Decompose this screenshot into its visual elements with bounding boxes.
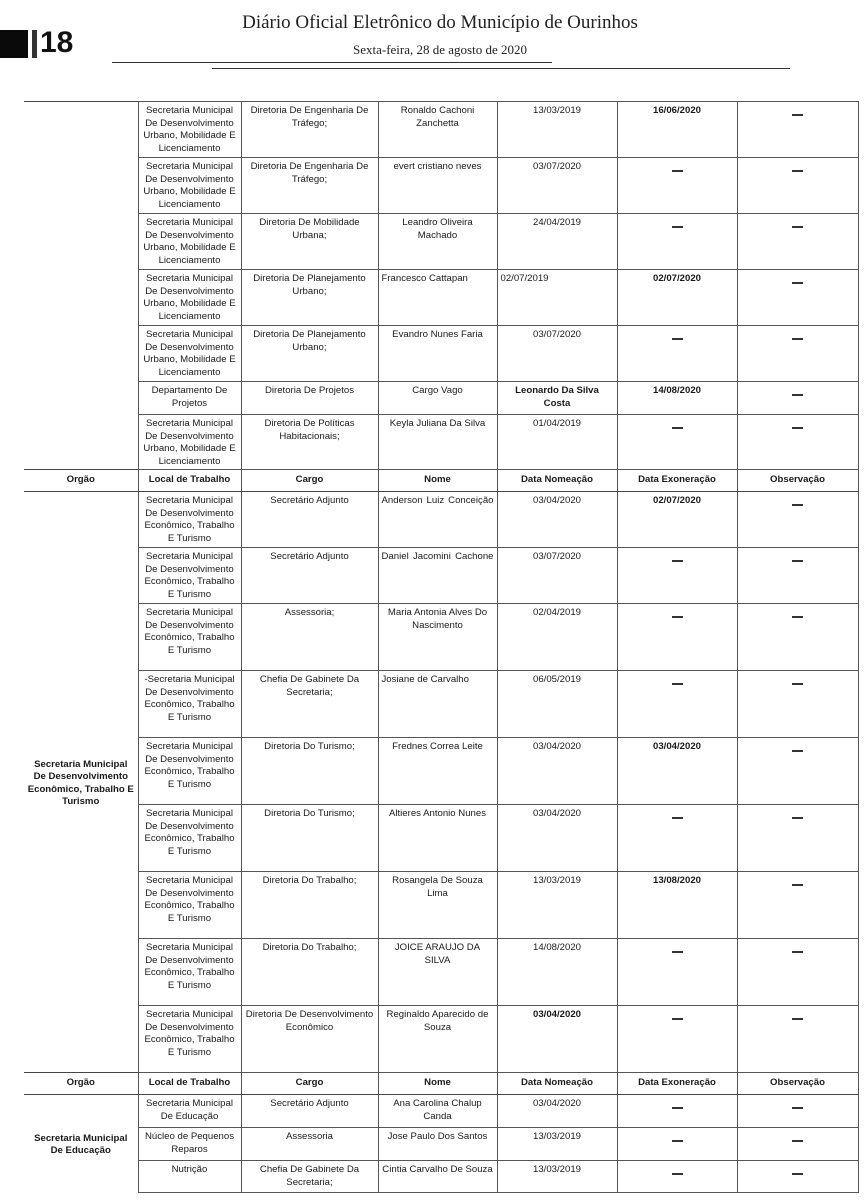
nomeacao-cell: 03/04/2020: [497, 492, 617, 548]
nomeacao-cell: 03/07/2020: [497, 158, 617, 214]
local-cell: Secretaria Municipal De Desenvolvimento Econômico, Trabalho E Turismo: [138, 738, 241, 805]
dash-icon: [792, 1140, 803, 1142]
nome-cell: Rosangela De Souza Lima: [378, 872, 497, 939]
header-orgao: Orgão: [24, 470, 138, 492]
exoneracao-cell: 02/07/2020: [617, 270, 737, 326]
exoneracao-cell: [617, 158, 737, 214]
dash-icon: [792, 226, 803, 228]
nomeacao-cell: Leonardo Da Silva Costa: [497, 382, 617, 415]
cargo-cell: Chefia De Gabinete Da Secretaria;: [241, 671, 378, 738]
cargo-cell: Diretoria Do Trabalho;: [241, 872, 378, 939]
local-cell: Secretaria Municipal De Desenvolvimento Econômico, Trabalho E Turismo: [138, 604, 241, 671]
nome-cell: Daniel Jacomini Cachone: [378, 548, 497, 604]
nomeacao-cell: 03/04/2020: [497, 805, 617, 872]
page-number: 18: [40, 26, 74, 59]
dash-icon: [672, 1107, 683, 1109]
table-row: [24, 415, 858, 470]
appointments-table: [24, 101, 859, 1193]
observacao-cell: [737, 738, 858, 805]
nomeacao-cell: 13/03/2019: [497, 1128, 617, 1161]
local-cell: Secretaria Municipal De Desenvolvimento Econômico, Trabalho E Turismo: [138, 1006, 241, 1073]
header-exoneracao: Data Exoneração: [617, 1073, 737, 1095]
table-row: [24, 604, 858, 671]
observacao-cell: [737, 1161, 858, 1193]
cargo-cell: Diretoria De Políticas Habitacionais;: [241, 415, 378, 470]
dash-icon: [672, 817, 683, 819]
header-orgao: Orgão: [24, 1073, 138, 1095]
nomeacao-cell: 02/07/2019: [497, 270, 617, 326]
dash-icon: [792, 427, 803, 429]
exoneracao-cell: [617, 214, 737, 270]
cargo-cell: Diretoria De Engenharia De Tráfego;: [241, 158, 378, 214]
observacao-cell: [737, 1128, 858, 1161]
dash-icon: [792, 884, 803, 886]
cargo-cell: Assessoria: [241, 1128, 378, 1161]
header-nome: Nome: [378, 470, 497, 492]
table-row: [24, 214, 858, 270]
exoneracao-cell: 03/04/2020: [617, 738, 737, 805]
local-cell: Secretaria Municipal De Desenvolvimento Econômico, Trabalho E Turismo: [138, 492, 241, 548]
observacao-cell: [737, 214, 858, 270]
table-row: [24, 1095, 858, 1128]
exoneracao-cell: 14/08/2020: [617, 382, 737, 415]
nome-cell: Anderson Luiz Conceição: [378, 492, 497, 548]
table-row: [24, 102, 858, 158]
header-cargo: Cargo: [241, 470, 378, 492]
cargo-cell: Diretoria De Desenvolvimento Econômico: [241, 1006, 378, 1073]
cargo-cell: Chefia De Gabinete Da Secretaria;: [241, 1161, 378, 1193]
exoneracao-cell: [617, 415, 737, 470]
nomeacao-cell: 14/08/2020: [497, 939, 617, 1006]
dash-icon: [672, 560, 683, 562]
dash-icon: [672, 226, 683, 228]
cargo-cell: Diretoria De Engenharia De Tráfego;: [241, 102, 378, 158]
local-cell: Departamento De Projetos: [138, 382, 241, 415]
header-local: Local de Trabalho: [138, 1073, 241, 1095]
nome-cell: Cintia Carvalho De Souza: [378, 1161, 497, 1193]
table-row: [24, 738, 858, 805]
dash-icon: [792, 951, 803, 953]
nomeacao-cell: 03/07/2020: [497, 548, 617, 604]
observacao-cell: [737, 872, 858, 939]
dash-icon: [792, 394, 803, 396]
nomeacao-cell: 03/04/2020: [497, 1095, 617, 1128]
observacao-cell: [737, 548, 858, 604]
cargo-cell: Diretoria De Planejamento Urbano;: [241, 270, 378, 326]
dash-icon: [672, 1173, 683, 1175]
nome-cell: Ana Carolina Chalup Canda: [378, 1095, 497, 1128]
observacao-cell: [737, 270, 858, 326]
dash-icon: [672, 683, 683, 685]
nomeacao-cell: 02/04/2019: [497, 604, 617, 671]
exoneracao-cell: [617, 1095, 737, 1128]
local-cell: Secretaria Municipal De Educação: [138, 1095, 241, 1128]
nome-cell: Maria Antonia Alves Do Nascimento: [378, 604, 497, 671]
nome-cell: JOICE ARAUJO DA SILVA: [378, 939, 497, 1006]
observacao-cell: [737, 1006, 858, 1073]
nomeacao-cell: 13/03/2019: [497, 872, 617, 939]
nome-cell: Cargo Vago: [378, 382, 497, 415]
exoneracao-cell: [617, 326, 737, 382]
cargo-cell: Secretário Adjunto: [241, 548, 378, 604]
nomeacao-cell: 06/05/2019: [497, 671, 617, 738]
table-header-row: [24, 1073, 858, 1095]
local-cell: Secretaria Municipal De Desenvolvimento Urbano, Mobilidade E Licenciamento: [138, 214, 241, 270]
dash-icon: [792, 683, 803, 685]
cargo-cell: Diretoria Do Turismo;: [241, 738, 378, 805]
nomeacao-cell: 13/03/2019: [497, 1161, 617, 1193]
local-cell: Secretaria Municipal De Desenvolvimento Econômico, Trabalho E Turismo: [138, 548, 241, 604]
exoneracao-cell: 02/07/2020: [617, 492, 737, 548]
orgao-cell: [24, 102, 138, 470]
nomeacao-cell: 03/07/2020: [497, 326, 617, 382]
dash-icon: [792, 1107, 803, 1109]
local-cell: Secretaria Municipal De Desenvolvimento Urbano, Mobilidade E Licenciamento: [138, 415, 241, 470]
exoneracao-cell: [617, 604, 737, 671]
dash-icon: [672, 427, 683, 429]
nome-cell: Francesco Cattapan: [378, 270, 497, 326]
exoneracao-cell: [617, 671, 737, 738]
dash-icon: [792, 616, 803, 618]
local-cell: Núcleo de Pequenos Reparos: [138, 1128, 241, 1161]
local-cell: Secretaria Municipal De Desenvolvimento Econômico, Trabalho E Turismo: [138, 872, 241, 939]
header-bar: [32, 30, 37, 58]
nome-cell: Frednes Correa Leite: [378, 738, 497, 805]
header-observacao: Observação: [737, 470, 858, 492]
dash-icon: [792, 282, 803, 284]
dash-icon: [792, 338, 803, 340]
table-row: [24, 872, 858, 939]
nomeacao-cell: 24/04/2019: [497, 214, 617, 270]
nomeacao-cell: 03/04/2020: [497, 1006, 617, 1073]
dash-icon: [792, 1173, 803, 1175]
nomeacao-cell: 01/04/2019: [497, 415, 617, 470]
dash-icon: [672, 170, 683, 172]
header-local: Local de Trabalho: [138, 470, 241, 492]
header-black-block: [0, 30, 28, 58]
header-nome: Nome: [378, 1073, 497, 1095]
observacao-cell: [737, 805, 858, 872]
orgao-cell: Secretaria Municipal De Educação: [24, 1095, 138, 1193]
table-row: [24, 1006, 858, 1073]
cargo-cell: Diretoria De Projetos: [241, 382, 378, 415]
publication-title: Diário Oficial Eletrônico do Município de Ourinhos: [242, 12, 638, 33]
dash-icon: [792, 114, 803, 116]
cargo-cell: Diretoria De Planejamento Urbano;: [241, 326, 378, 382]
table-row: [24, 382, 858, 415]
header-nomeacao: Data Nomeação: [497, 470, 617, 492]
table-row: [24, 671, 858, 738]
cargo-cell: Diretoria De Mobilidade Urbana;: [241, 214, 378, 270]
exoneracao-cell: [617, 805, 737, 872]
cargo-cell: Assessoria;: [241, 604, 378, 671]
observacao-cell: [737, 1095, 858, 1128]
nome-cell: Keyla Juliana Da Silva: [378, 415, 497, 470]
nome-cell: Reginaldo Aparecido de Souza: [378, 1006, 497, 1073]
observacao-cell: [737, 102, 858, 158]
dash-icon: [792, 1018, 803, 1020]
observacao-cell: [737, 415, 858, 470]
exoneracao-cell: 16/06/2020: [617, 102, 737, 158]
header-nomeacao: Data Nomeação: [497, 1073, 617, 1095]
cargo-cell: Secretário Adjunto: [241, 492, 378, 548]
publication-date: Sexta-feira, 28 de agosto de 2020: [352, 42, 527, 57]
nomeacao-cell: 03/04/2020: [497, 738, 617, 805]
dash-icon: [792, 750, 803, 752]
local-cell: Secretaria Municipal De Desenvolvimento Urbano, Mobilidade E Licenciamento: [138, 270, 241, 326]
nome-cell: Ronaldo Cachoni Zanchetta: [378, 102, 497, 158]
table-row: [24, 270, 858, 326]
dash-icon: [672, 1018, 683, 1020]
nome-cell: evert cristiano neves: [378, 158, 497, 214]
exoneracao-cell: [617, 939, 737, 1006]
local-cell: Secretaria Municipal De Desenvolvimento Econômico, Trabalho E Turismo: [138, 939, 241, 1006]
header-observacao: Observação: [737, 1073, 858, 1095]
table-row: [24, 548, 858, 604]
cargo-cell: Secretário Adjunto: [241, 1095, 378, 1128]
exoneracao-cell: 13/08/2020: [617, 872, 737, 939]
observacao-cell: [737, 939, 858, 1006]
table-row: [24, 158, 858, 214]
nome-cell: Evandro Nunes Faria: [378, 326, 497, 382]
table-header-row: [24, 470, 858, 492]
header-rule-2: [212, 68, 790, 69]
dash-icon: [672, 951, 683, 953]
table-row: [24, 1128, 858, 1161]
local-cell: Secretaria Municipal De Desenvolvimento Urbano, Mobilidade E Licenciamento: [138, 102, 241, 158]
local-cell: -Secretaria Municipal De Desenvolvimento Econômico, Trabalho E Turismo: [138, 671, 241, 738]
exoneracao-cell: [617, 1161, 737, 1193]
observacao-cell: [737, 604, 858, 671]
cargo-cell: Diretoria Do Trabalho;: [241, 939, 378, 1006]
nome-cell: Altieres Antonio Nunes: [378, 805, 497, 872]
table-row: [24, 326, 858, 382]
table-row: [24, 939, 858, 1006]
header-cargo: Cargo: [241, 1073, 378, 1095]
cargo-cell: Diretoria Do Turismo;: [241, 805, 378, 872]
dash-icon: [792, 560, 803, 562]
header-rule-1: [112, 62, 552, 63]
local-cell: Secretaria Municipal De Desenvolvimento Econômico, Trabalho E Turismo: [138, 805, 241, 872]
table-row: [24, 1161, 858, 1193]
nome-cell: Josiane de Carvalho: [378, 671, 497, 738]
exoneracao-cell: [617, 1006, 737, 1073]
nome-cell: Leandro Oliveira Machado: [378, 214, 497, 270]
observacao-cell: [737, 158, 858, 214]
table-row: [24, 492, 858, 548]
dash-icon: [792, 170, 803, 172]
observacao-cell: [737, 326, 858, 382]
local-cell: Nutrição: [138, 1161, 241, 1193]
header-exoneracao: Data Exoneração: [617, 470, 737, 492]
exoneracao-cell: [617, 1128, 737, 1161]
orgao-cell: Secretaria Municipal De Desenvolvimento Econômico, Trabalho E Turismo: [24, 492, 138, 1073]
nomeacao-cell: 13/03/2019: [497, 102, 617, 158]
dash-icon: [792, 817, 803, 819]
local-cell: Secretaria Municipal De Desenvolvimento Urbano, Mobilidade E Licenciamento: [138, 158, 241, 214]
dash-icon: [672, 1140, 683, 1142]
table-row: [24, 805, 858, 872]
exoneracao-cell: [617, 548, 737, 604]
observacao-cell: [737, 492, 858, 548]
dash-icon: [672, 338, 683, 340]
dash-icon: [792, 504, 803, 506]
local-cell: Secretaria Municipal De Desenvolvimento Urbano, Mobilidade E Licenciamento: [138, 326, 241, 382]
observacao-cell: [737, 671, 858, 738]
nome-cell: Jose Paulo Dos Santos: [378, 1128, 497, 1161]
observacao-cell: [737, 382, 858, 415]
dash-icon: [672, 616, 683, 618]
